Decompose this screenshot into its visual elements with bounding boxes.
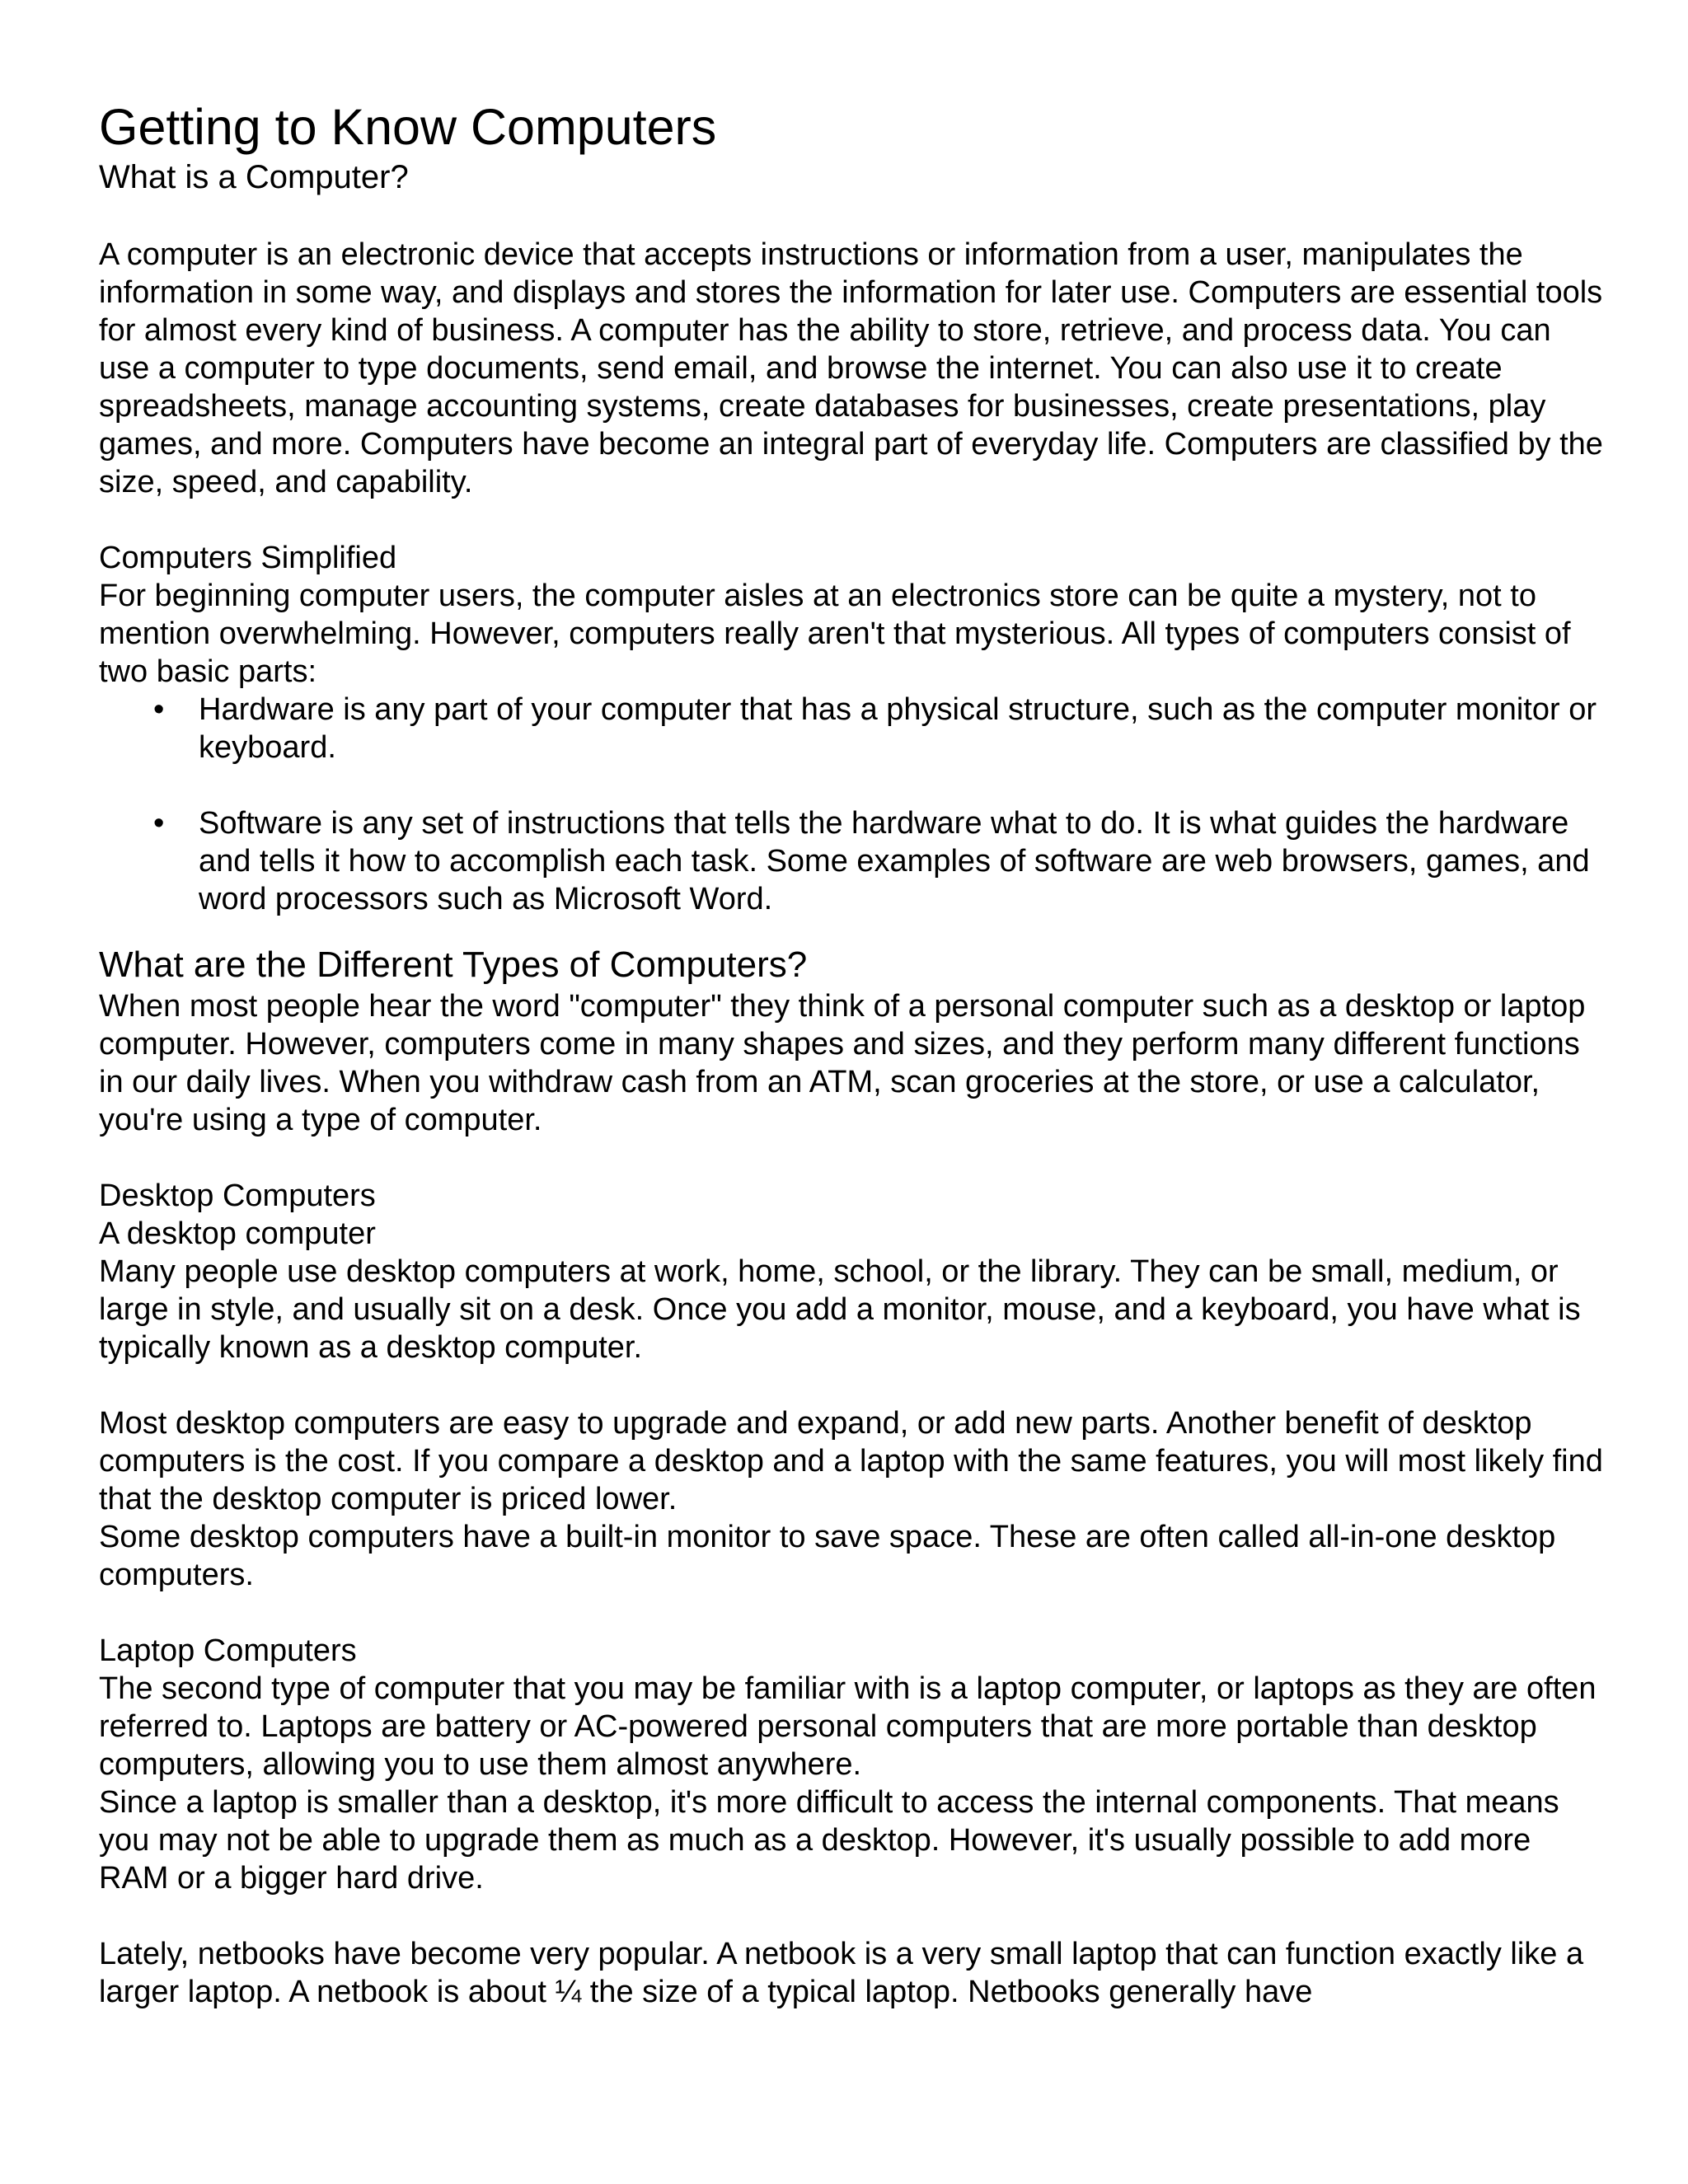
basic-parts-list: [99, 691, 1607, 918]
laptop-paragraph-3: Lately, netbooks have become very popular. A netbook is a very small laptop that can function exactly like a larger laptop. A netbook is about ¼ the size of a typical laptop. Netbooks generally have: [99, 1937, 1584, 2009]
spacer: [99, 501, 1607, 539]
bullet-icon: •: [153, 692, 165, 727]
desktop-caption: A desktop computer: [99, 1216, 376, 1251]
simplified-paragraph: For beginning computer users, the computer aisles at an electronics store can be quite a mystery, not to mention overwhelming. However, computers really aren't that mysterious. All types of computers consist of two basic parts:: [99, 579, 1571, 689]
types-paragraph: When most people hear the word "computer" they think of a personal computer such as a desktop or laptop computer. However, computers come in many shapes and sizes, and they perform many different functions in our daily lives. When you withdraw cash from an ATM, scan groceries at the store, or use a calculator, you're using a type of computer.: [99, 989, 1586, 1137]
list-item-software: [99, 804, 1607, 918]
spacer: [99, 1139, 1607, 1177]
spacer: [99, 918, 1607, 943]
section-types-of-computers: [99, 943, 1607, 1139]
document-title: Getting to Know Computers: [99, 99, 717, 155]
intro-paragraph: A computer is an electronic device that accepts instructions or information from a user, manipulates the information in some way, and displays and stores the information for later use. Computers are essential tools for almost every kind of business. A computer has the ability to store, retrieve, and process data. You can use a computer to type documents, send email, and browse the internet. You can also use it to create spreadsheets, manage accounting systems, create databases for businesses, create presentations, play games, and more. Computers have become an integral part of everyday life. Computers are classified by the size, speed, and capability.: [99, 237, 1603, 499]
list-item-hardware: [99, 691, 1607, 766]
laptop-paragraph-1: The second type of computer that you may be familiar with is a laptop computer, or laptops as they are often referred to. Laptops are battery or AC-powered personal computers that are more portable than desktop computers, allowing you to use them almost anywhere.: [99, 1671, 1597, 1782]
section-desktop-computers: [99, 1177, 1607, 1594]
laptop-heading: Laptop Computers: [99, 1633, 357, 1668]
section-laptop-computers: [99, 1632, 1607, 2011]
list-item-text: Software is any set of instructions that tells the hardware what to do. It is what guides the hardware and tells it how to accomplish each task. Some examples of software are web browsers, games, and word processors such as Microsoft Word.: [199, 806, 1590, 916]
section-computers-simplified: [99, 539, 1607, 918]
types-heading: What are the Different Types of Computers?: [99, 944, 808, 985]
spacer: [99, 1366, 1607, 1404]
document-page: [99, 97, 1607, 2011]
bullet-icon: •: [153, 806, 165, 841]
desktop-paragraph-1: Many people use desktop computers at work, home, school, or the library. They can be small, medium, or large in style, and usually sit on a desk. Once you add a monitor, mouse, and a keyboard, you have what is typically known as a desktop computer.: [99, 1254, 1581, 1365]
spacer: [99, 1594, 1607, 1632]
simplified-heading: Computers Simplified: [99, 541, 397, 575]
laptop-paragraph-2: Since a laptop is smaller than a desktop, it's more difficult to access the internal components. That means you may not be able to upgrade them as much as a desktop. However, it's usually possible to add more RAM or a bigger hard drive.: [99, 1785, 1559, 1896]
document-subtitle: What is a Computer?: [99, 159, 409, 195]
list-item-text: Hardware is any part of your computer that has a physical structure, such as the computer monitor or keyboard.: [199, 692, 1597, 765]
desktop-paragraph-2: Most desktop computers are easy to upgrade and expand, or add new parts. Another benefit of desktop computers is the cost. If you compare a desktop and a laptop with the same features, you will most likely find that the desktop computer is priced lower.: [99, 1406, 1603, 1516]
desktop-heading: Desktop Computers: [99, 1179, 376, 1213]
spacer: [99, 1897, 1607, 1935]
desktop-paragraph-3: Some desktop computers have a built-in monitor to save space. These are often called all-in-one desktop computers.: [99, 1520, 1556, 1592]
